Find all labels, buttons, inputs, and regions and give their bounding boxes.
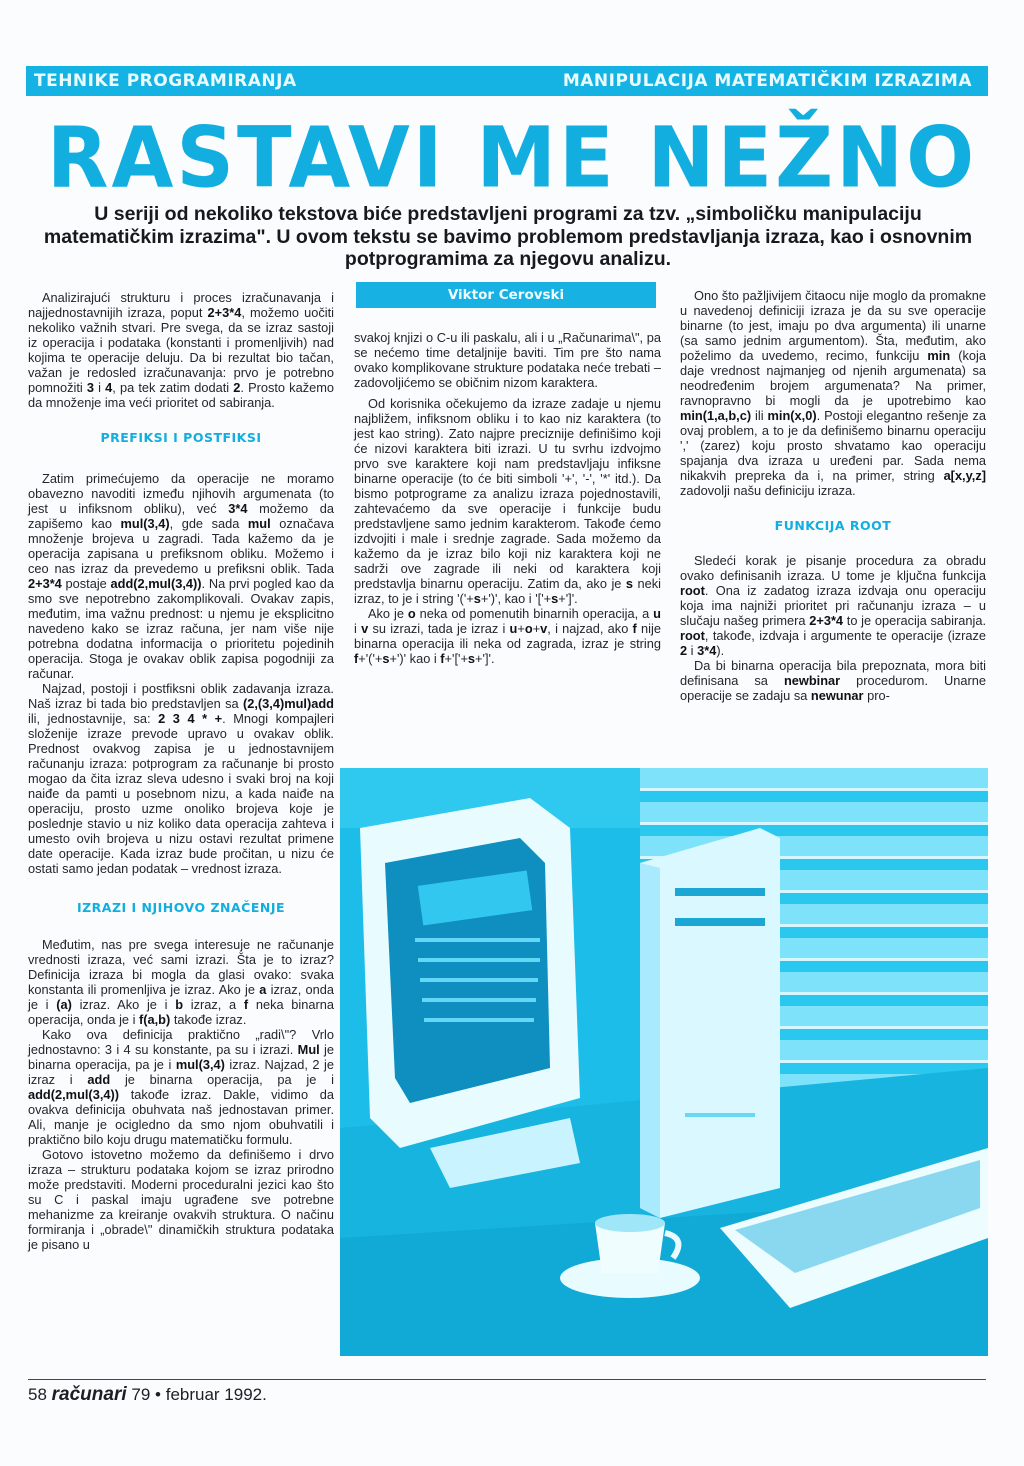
page-number: 58: [28, 1385, 47, 1404]
paragraph: Da bi binarna operacija bila prepoznata, mora biti definisana sa newbinar procedurom. Unarne operacije se zadaju sa newunar pro-: [680, 658, 987, 703]
paragraph: Ono što pažljivijem čitaocu nije moglo da promakne u navedenoj definiciji izraza je da su sve operacije binarne (to jest, imaju po dva argumenta) ili unarne (sa samo jednim argumentom). Šta, međutim, ako poželimo da uvedemo, recimo, funkciju min (koja daje vrednost najmanjeg od njenih argumenata) sa neodređenim brojem argumenata? Na primer, ravnopravno bi mogli da je upotrebimo kao min(1,a,b,c) ili min(x,0). Postoji elegantno rešenje za ovaj problem, a to je da definišemo binarnu operaciju ',' (zarez) koju prosto shvatamo kao operaciju spajanja dva izraza u uređeni par. Sada nema nikakvih prepreka da i, na primer, string a[x,y,z] zadovolji našu definiciju izraza.: [680, 288, 987, 498]
page-footer: [28, 1384, 267, 1406]
magazine-name: računari: [51, 1384, 127, 1405]
column-2: [354, 330, 661, 666]
computer-illustration: [340, 768, 988, 1356]
section-banner: [26, 66, 988, 96]
paragraph: Ako je o neka od pomenutih binarnih operacija, a u i v su izrazi, tada je izraz i u+o+v, i najzad, ako f nije binarna operacija ili neka od zagrada, izraz je string f+'('+s+')' kao i f+'['+s+']'.: [354, 606, 661, 666]
paragraph: Gotovo istovetno možemo da definišemo i drvo izraza – strukturu podataka kojom se izraz prirodno može predstaviti. Moderni proceduralni jezici kao što su C i paskal imaju ugrađene sve potrebne mehanizme za kreiranje ovakvih struktura. O načinu formiranja i „obrade\" dinamičkih struktura podataka je pisano u: [28, 1147, 334, 1252]
paragraph: svakoj knjizi o C-u ili paskalu, ali i u „Računarima\", pa se nećemo time detaljnije baviti. Tim pre što nama ovako komplikovane strukture podataka neće trebati – zadovoljićemo se običnim nizom karaktera.: [354, 330, 661, 390]
paragraph: Od korisnika očekujemo da izraze zadaje u njemu najbližem, infiksnom obliku i to kao niz karaktera (to jest kao string). Zato najpre preciznije definišimo koji će nizovi karaktera biti izrazi. U tu svrhu izdvojmo prvo sve karaktere koji nam predstavljaju infiksne binarne operacije (to će biti simboli '+', '-', '*' itd.). Da bismo potprograme za analizu izraza pojednostavili, zahtevaćemo da sve operacije i funkcije budu predstavljene samo jednim karakterom. Takođe ćemo izdvojiti i male i srednje zagrade. Sada možemo da kažemo da je izraz bilo koji niz karaktera koji ne sadrži ove zagrade ili neki od karaktera koji predstavlja binarnu operaciju. Zatim da, ako je s neki izraz, to je i string '('+s+')', kao i '['+s+']'.: [354, 396, 662, 606]
computer-photo: [340, 768, 988, 1356]
article-title: RASTAVI ME NEŽNO: [46, 108, 978, 207]
issue-number: 79: [131, 1385, 151, 1404]
paragraph: Sledeći korak je pisanje procedura za obradu ovako definisanih izraza. U tome je ključna funkcija root. Ona iz zadatog izraza izdvaja onu operaciju koja ima najniži prioritet pri računanju izraza – u slučaju našeg primera 2+3*4 to je operacija sabiranja. root, takođe, izdvaja i argumente te operacije (izraze 2 i 3*4).: [680, 553, 986, 658]
banner-right: MANIPULACIJA MATEMATIČKIM IZRAZIMA: [562, 71, 972, 91]
paragraph: Kako ova definicija praktično „radi\"? Vrlo jednostavno: 3 i 4 su konstante, pa su i izrazi. Mul je binarna operacija, pa je i mul(3,4) izraz. Najzad, 2 je izraz i add je binarna operacija, pa je i add(2,mul(3,4)) takođe izraz. Dakle, vidimo da ovakva definicija obuhvata naš jednostavan primer. Ali, manje je ocigledno da smo njom obuhvatili i praktično bilo koju drugu matematičku formulu.: [28, 1027, 335, 1147]
subheading-izrazi: IZRAZI I NJIHOVO ZNAČENJE: [76, 900, 286, 915]
issue-date: februar 1992.: [165, 1385, 267, 1404]
paragraph: Najzad, postoji i postfiksni oblik zadavanja izraza. Naš izraz bi tada bio predstavljen sa (2,(3,4)mul)add ili, jednostavnije, sa: 2 3 4 * +. Mnogi kompajleri složenije izraze prevode upravo u ovakav oblik. Prednost ovakvog zapisa je u jednostavnijem računanju izraza: potprogram za računanje bi prosto mogao da čita izraz sleva udesno i svaki broj na koji naiđe da pamti u posebnom nizu, a kada naiđe na operaciju, prosto uzme onoliko brojeva koje je poslednje stavio u niz koliko data operacija zahteva i umesto ovih brojeva u nizu ostavi rezultat primene date operacije. Kada izraz bude pročitan, u nizu će ostati samo jedan podatak – vrednost izraza.: [28, 681, 334, 876]
column-1: [28, 290, 334, 1252]
column-3: [680, 288, 986, 703]
banner-left: TEHNIKE PROGRAMIRANJA: [34, 71, 297, 91]
footer-rule: [28, 1379, 986, 1380]
subheading-prefiksi: PREFIKSI I POSTFIKSI: [100, 430, 262, 445]
paragraph: Analizirajući strukturu i proces izračunavanja i najjednostavnijih izraza, poput 2+3*4, možemo uočiti nekoliko važnih stvari. Pre svega, da se izraz sastoji iz operacija i podataka (konstanti i promenljivih) nad kojima te operacije deluju. Da bi rezultat bio tačan, važan je redosled izračunavanja: prvo je potrebno pomnožiti 3 i 4, pa tek zatim dodati 2. Prosto kažemo da množenje ima veći prioritet od sabiranja.: [28, 290, 334, 410]
subheading-funkcija: FUNKCIJA ROOT: [774, 518, 892, 533]
paragraph: Zatim primećujemo da operacije ne moramo obavezno navoditi između njihovih argumenata (to jest u infiksnom obliku), već 3*4 možemo da zapišemo kao mul(3,4), gde sada mul označava množenje brojeva u zagradi. Tada kažemo da je operacija zapisana u prefiksnom obliku. Možemo i ceo nas izraz da prevedemo u prefiksni oblik. Tada 2+3*4 postaje add(2,mul(3,4)). Na prvi pogled kao da smo sve nepotrebno zakomplikovali. Ovakav zapis, međutim, ima važnu prednost: u njemu je eksplicitno navedeno kako se izraz računa, jer nam više nije potrebna dodatna informacija o prioritetu pojedinih operacija. Stoga je ovakav oblik zapisa pogodniji za računar.: [28, 471, 335, 681]
bullet: •: [155, 1385, 161, 1404]
paragraph: Međutim, nas pre svega interesuje ne računanje vrednosti izraza, već sami izrazi. Šta je to izraz? Definicija izraza bi mogla da glasi ovako: svaka konstanta ili promenljiva je izraz. Ako je a izraz, onda je i (a) izraz. Ako je i b izraz, a f neka binarna operacija, onda je i f(a,b) takođe izraz.: [28, 937, 334, 1027]
author-box: Viktor Cerovski: [356, 282, 656, 308]
article-lead: U seriji od nekoliko tekstova biće predstavljeni programi za tzv. „simboličku manipulaciju matematičkim izrazima". U ovom tekstu se bavimo problemom predstavljanja izraza, kao i osnovnim potprogramima za njegovu analizu.: [43, 203, 973, 270]
